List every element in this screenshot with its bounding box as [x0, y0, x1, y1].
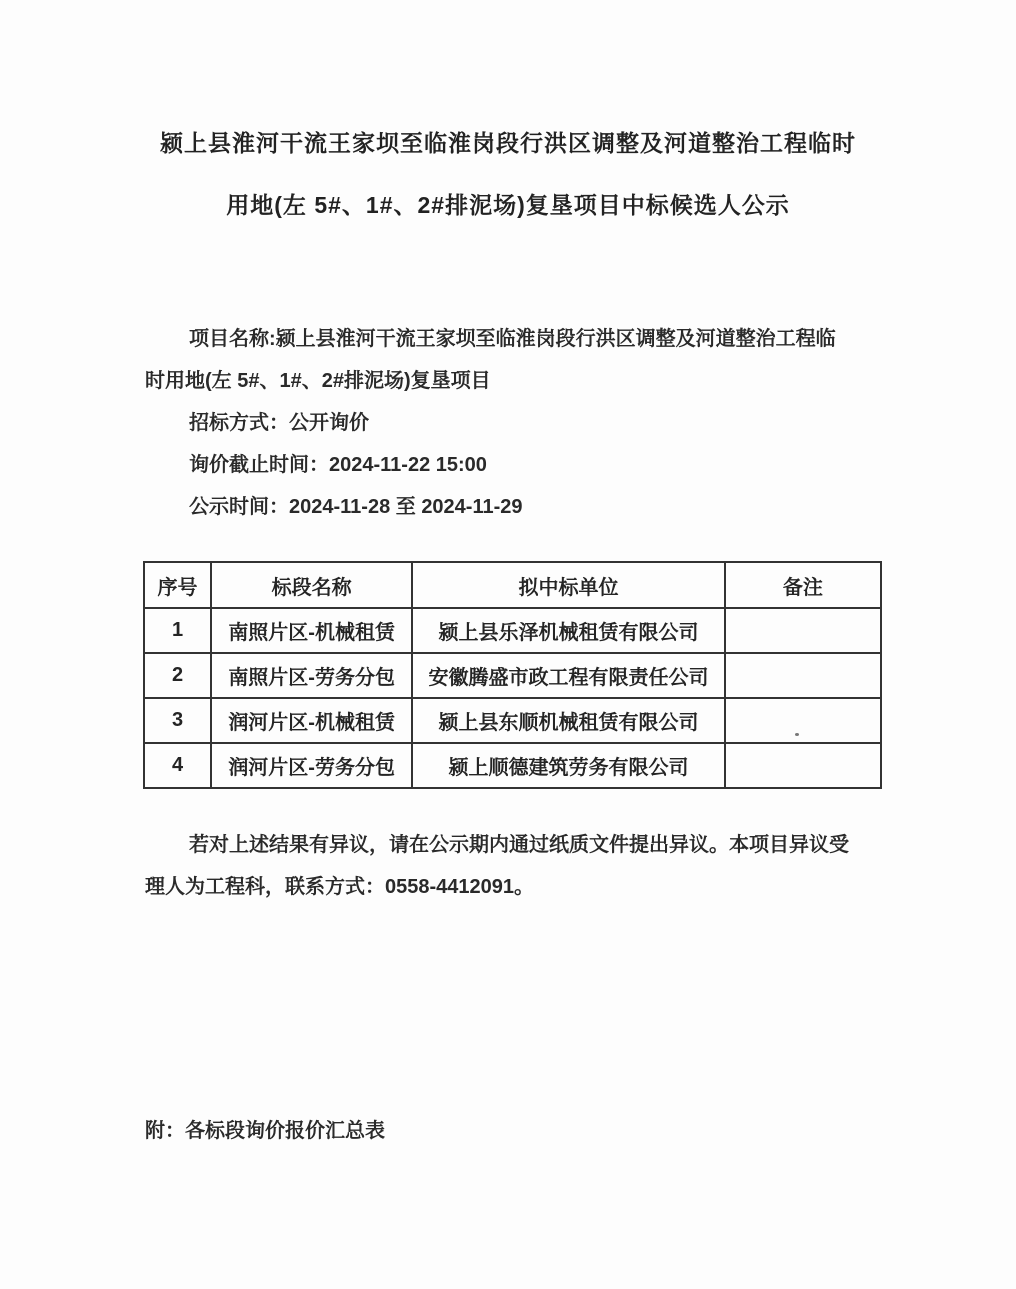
document-title [0, 112, 1016, 236]
cell-serial: 3 [144, 698, 211, 743]
header-proposed-winner: 拟中标单位 [412, 562, 724, 608]
bid-winner-table [143, 561, 882, 789]
table-header-row [144, 562, 881, 608]
table-row [144, 608, 881, 653]
cell-remark [725, 743, 881, 788]
publicity-period: 公示时间：2024-11-28 至 2024-11-29 [189, 496, 523, 518]
cell-serial: 2 [144, 653, 211, 698]
header-section-name: 标段名称 [211, 562, 412, 608]
cell-winner: 颍上顺德建筑劳务有限公司 [412, 743, 724, 788]
project-info-section [145, 318, 871, 528]
inquiry-deadline: 询价截止时间：2024-11-22 15:00 [189, 454, 487, 476]
header-serial-number: 序号 [144, 562, 211, 608]
objection-line-2: 理人为工程科，联系方式：0558-4412091。 [145, 876, 535, 898]
table-row [144, 653, 881, 698]
cell-winner: 颍上县东顺机械租赁有限公司 [412, 698, 724, 743]
cell-remark [725, 653, 881, 698]
cell-winner: 颍上县乐泽机械租赁有限公司 [412, 608, 724, 653]
cell-serial: 4 [144, 743, 211, 788]
cell-section: 润河片区-劳务分包 [211, 743, 412, 788]
attachment-note: 附：各标段询价报价汇总表 [145, 1120, 385, 1142]
cell-remark [725, 608, 881, 653]
project-name-line-2: 时用地(左 5#、1#、2#排泥场)复垦项目 [145, 370, 491, 392]
cell-section: 润河片区-机械租赁 [211, 698, 412, 743]
title-line-1: 颍上县淮河干流王家坝至临淮岗段行洪区调整及河道整治工程临时 [160, 130, 856, 156]
header-remark: 备注 [725, 562, 881, 608]
cell-winner: 安徽腾盛市政工程有限责任公司 [412, 653, 724, 698]
scan-speck-artifact [795, 733, 799, 736]
cell-remark [725, 698, 881, 743]
cell-section: 南照片区-劳务分包 [211, 653, 412, 698]
table-row [144, 698, 881, 743]
bidding-method: 招标方式：公开询价 [189, 412, 369, 434]
project-name-line-1: 项目名称:颍上县淮河干流王家坝至临淮岗段行洪区调整及河道整治工程临 [189, 328, 836, 350]
table-row [144, 743, 881, 788]
title-line-2: 用地(左 5#、1#、2#排泥场)复垦项目中标候选人公示 [226, 192, 790, 218]
cell-serial: 1 [144, 608, 211, 653]
objection-line-1: 若对上述结果有异议，请在公示期内通过纸质文件提出异议。本项目异议受 [189, 834, 849, 856]
objection-section [145, 824, 871, 908]
cell-section: 南照片区-机械租赁 [211, 608, 412, 653]
